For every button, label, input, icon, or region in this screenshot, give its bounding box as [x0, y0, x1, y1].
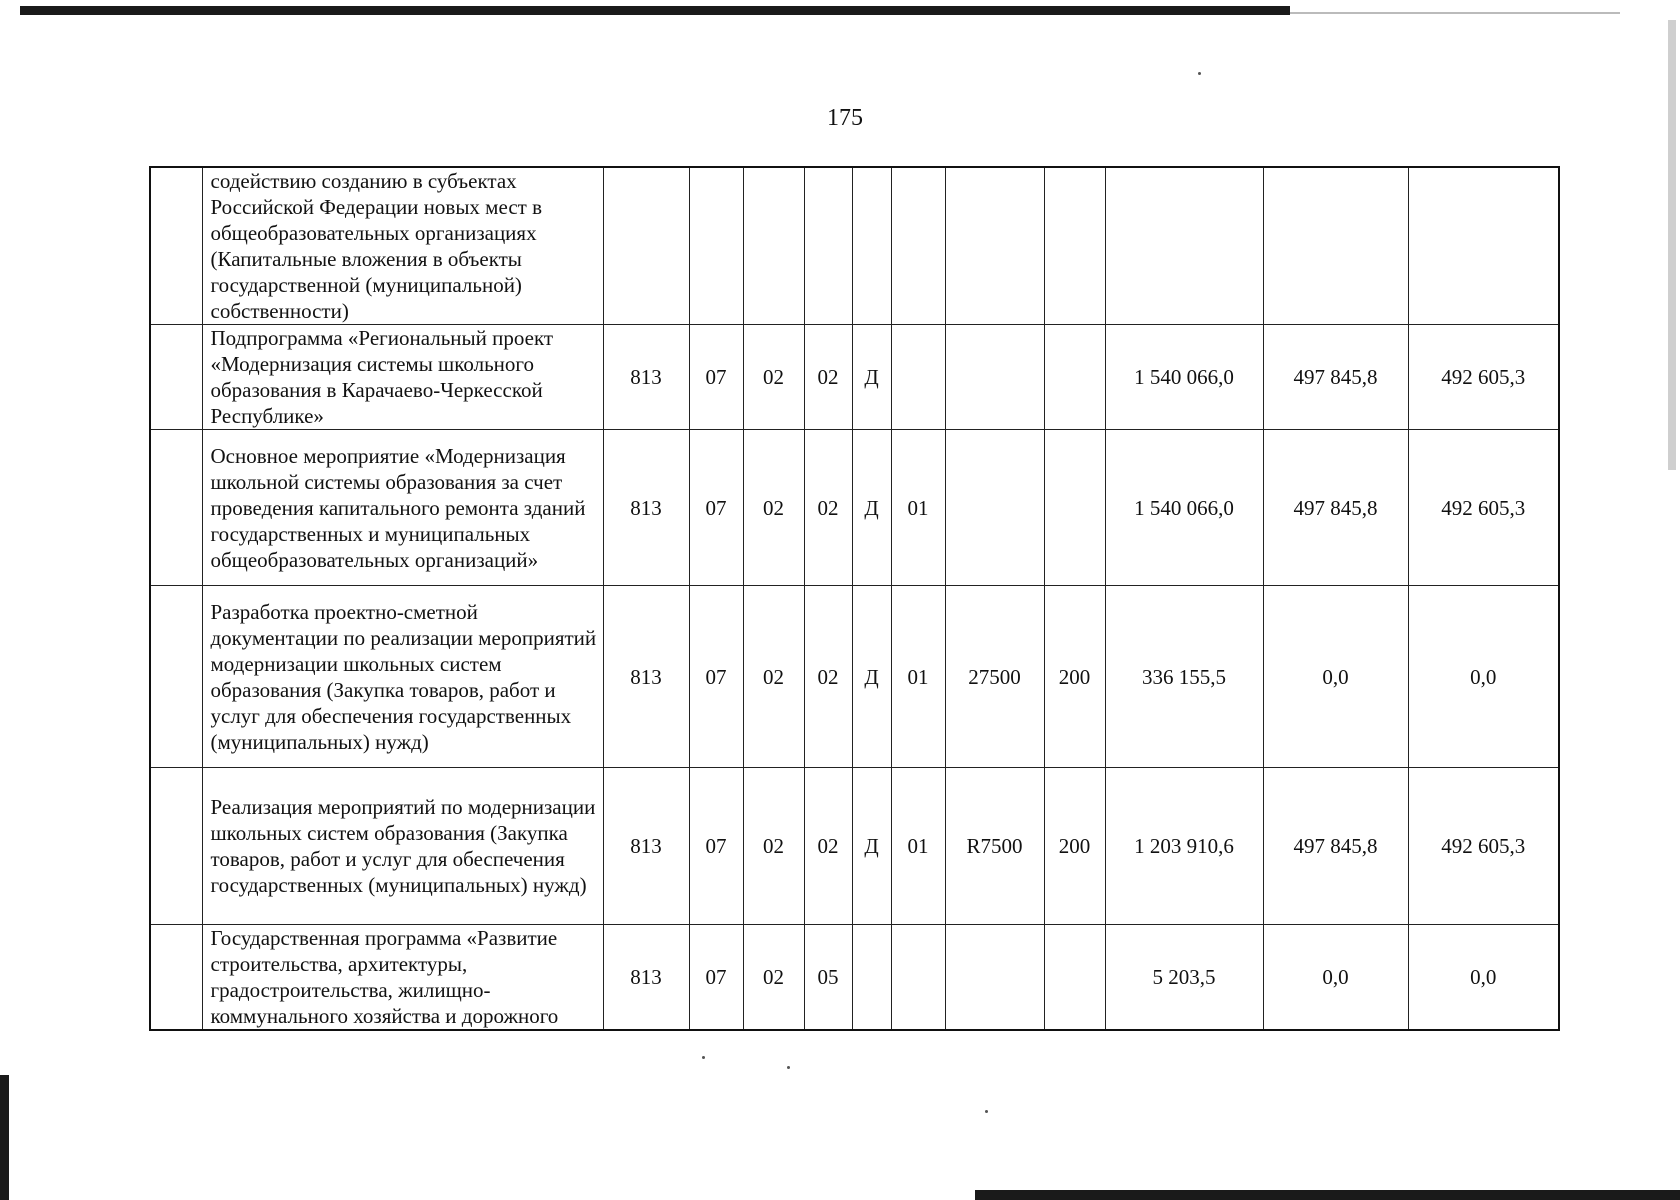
section-cell: 07 — [689, 925, 743, 1031]
expense-type-cell — [1044, 430, 1105, 586]
event-cell — [891, 167, 945, 325]
amount-2-cell: 497 845,8 — [1263, 430, 1408, 586]
subsection-cell: 02 — [743, 325, 804, 430]
expense-type-cell — [1044, 925, 1105, 1031]
amount-3-cell: 0,0 — [1408, 586, 1559, 768]
table-row — [150, 325, 1559, 430]
subprogram-cell — [852, 925, 891, 1031]
amount-2-cell — [1263, 167, 1408, 325]
ministry-cell — [603, 167, 689, 325]
subsection-cell: 02 — [743, 925, 804, 1031]
amount-1-cell: 1 540 066,0 — [1105, 430, 1263, 586]
scan-edge-top-fade — [1290, 12, 1620, 14]
amount-2-cell: 0,0 — [1263, 586, 1408, 768]
ministry-cell: 813 — [603, 325, 689, 430]
subsection-cell: 02 — [743, 768, 804, 925]
amount-1-cell: 1 203 910,6 — [1105, 768, 1263, 925]
program-cell: 02 — [804, 586, 852, 768]
direction-cell — [945, 430, 1044, 586]
scan-edge-top — [20, 6, 1290, 15]
section-cell: 07 — [689, 325, 743, 430]
subsection-cell: 02 — [743, 586, 804, 768]
section-cell: 07 — [689, 768, 743, 925]
scan-edge-right — [1668, 20, 1676, 470]
amount-2-cell: 0,0 — [1263, 925, 1408, 1031]
expense-type-cell: 200 — [1044, 586, 1105, 768]
description-cell: Разработка проектно-сметной документации по реализации мероприятий модернизации школьных систем образования (Закупка товаров, работ и услуг для обеспечения государственных (муниципальных) нужд) — [202, 586, 603, 768]
row-number-cell — [150, 925, 202, 1031]
table-row — [150, 430, 1559, 586]
row-number-cell — [150, 768, 202, 925]
subprogram-cell: Д — [852, 586, 891, 768]
table-row — [150, 925, 1559, 1031]
scan-edge-bottom — [975, 1190, 1680, 1200]
row-number-cell — [150, 430, 202, 586]
expense-type-cell — [1044, 167, 1105, 325]
amount-3-cell: 0,0 — [1408, 925, 1559, 1031]
ministry-cell: 813 — [603, 768, 689, 925]
amount-1-cell — [1105, 167, 1263, 325]
scan-speck — [702, 1056, 705, 1059]
table-row — [150, 167, 1559, 325]
scan-speck — [1198, 72, 1201, 75]
subprogram-cell — [852, 167, 891, 325]
description-cell: Подпрограмма «Региональный проект «Модернизация системы школьного образования в Карачаево-Черкесской Республике» — [202, 325, 603, 430]
direction-cell — [945, 925, 1044, 1031]
amount-2-cell: 497 845,8 — [1263, 325, 1408, 430]
description-cell: Основное мероприятие «Модернизация школьной системы образования за счет проведения капитального ремонта зданий государственных и муниципальных общеобразовательных организаций» — [202, 430, 603, 586]
ministry-cell: 813 — [603, 925, 689, 1031]
amount-2-cell: 497 845,8 — [1263, 768, 1408, 925]
direction-cell: R7500 — [945, 768, 1044, 925]
amount-1-cell: 1 540 066,0 — [1105, 325, 1263, 430]
event-cell: 01 — [891, 586, 945, 768]
event-cell: 01 — [891, 768, 945, 925]
amount-1-cell: 5 203,5 — [1105, 925, 1263, 1031]
section-cell — [689, 167, 743, 325]
amount-3-cell: 492 605,3 — [1408, 325, 1559, 430]
section-cell: 07 — [689, 586, 743, 768]
amount-1-cell: 336 155,5 — [1105, 586, 1263, 768]
program-cell — [804, 167, 852, 325]
row-number-cell — [150, 167, 202, 325]
subsection-cell — [743, 167, 804, 325]
row-number-cell — [150, 325, 202, 430]
table-row — [150, 586, 1559, 768]
ministry-cell: 813 — [603, 430, 689, 586]
expense-type-cell: 200 — [1044, 768, 1105, 925]
program-cell: 05 — [804, 925, 852, 1031]
direction-cell — [945, 325, 1044, 430]
event-cell: 01 — [891, 430, 945, 586]
budget-table — [149, 166, 1560, 1031]
amount-3-cell: 492 605,3 — [1408, 430, 1559, 586]
description-cell: Государственная программа «Развитие строительства, архитектуры, градостроительства, жилищно-коммунального хозяйства и дорожного — [202, 925, 603, 1031]
subprogram-cell: Д — [852, 325, 891, 430]
table-row — [150, 768, 1559, 925]
subprogram-cell: Д — [852, 430, 891, 586]
program-cell: 02 — [804, 430, 852, 586]
description-cell: Реализация мероприятий по модернизации школьных систем образования (Закупка товаров, работ и услуг для обеспечения государственных (муниципальных) нужд) — [202, 768, 603, 925]
event-cell — [891, 325, 945, 430]
subprogram-cell: Д — [852, 768, 891, 925]
amount-3-cell: 492 605,3 — [1408, 768, 1559, 925]
amount-3-cell — [1408, 167, 1559, 325]
event-cell — [891, 925, 945, 1031]
scan-speck — [985, 1110, 988, 1113]
program-cell: 02 — [804, 325, 852, 430]
section-cell: 07 — [689, 430, 743, 586]
page-number: 175 — [827, 105, 863, 131]
direction-cell: 27500 — [945, 586, 1044, 768]
scan-speck — [787, 1066, 790, 1069]
direction-cell — [945, 167, 1044, 325]
ministry-cell: 813 — [603, 586, 689, 768]
program-cell: 02 — [804, 768, 852, 925]
description-cell: содействию созданию в субъектах Российской Федерации новых мест в общеобразовательных организациях (Капитальные вложения в объекты государственной (муниципальной) собственности) — [202, 167, 603, 325]
expense-type-cell — [1044, 325, 1105, 430]
row-number-cell — [150, 586, 202, 768]
subsection-cell: 02 — [743, 430, 804, 586]
scan-edge-left — [0, 1075, 9, 1200]
